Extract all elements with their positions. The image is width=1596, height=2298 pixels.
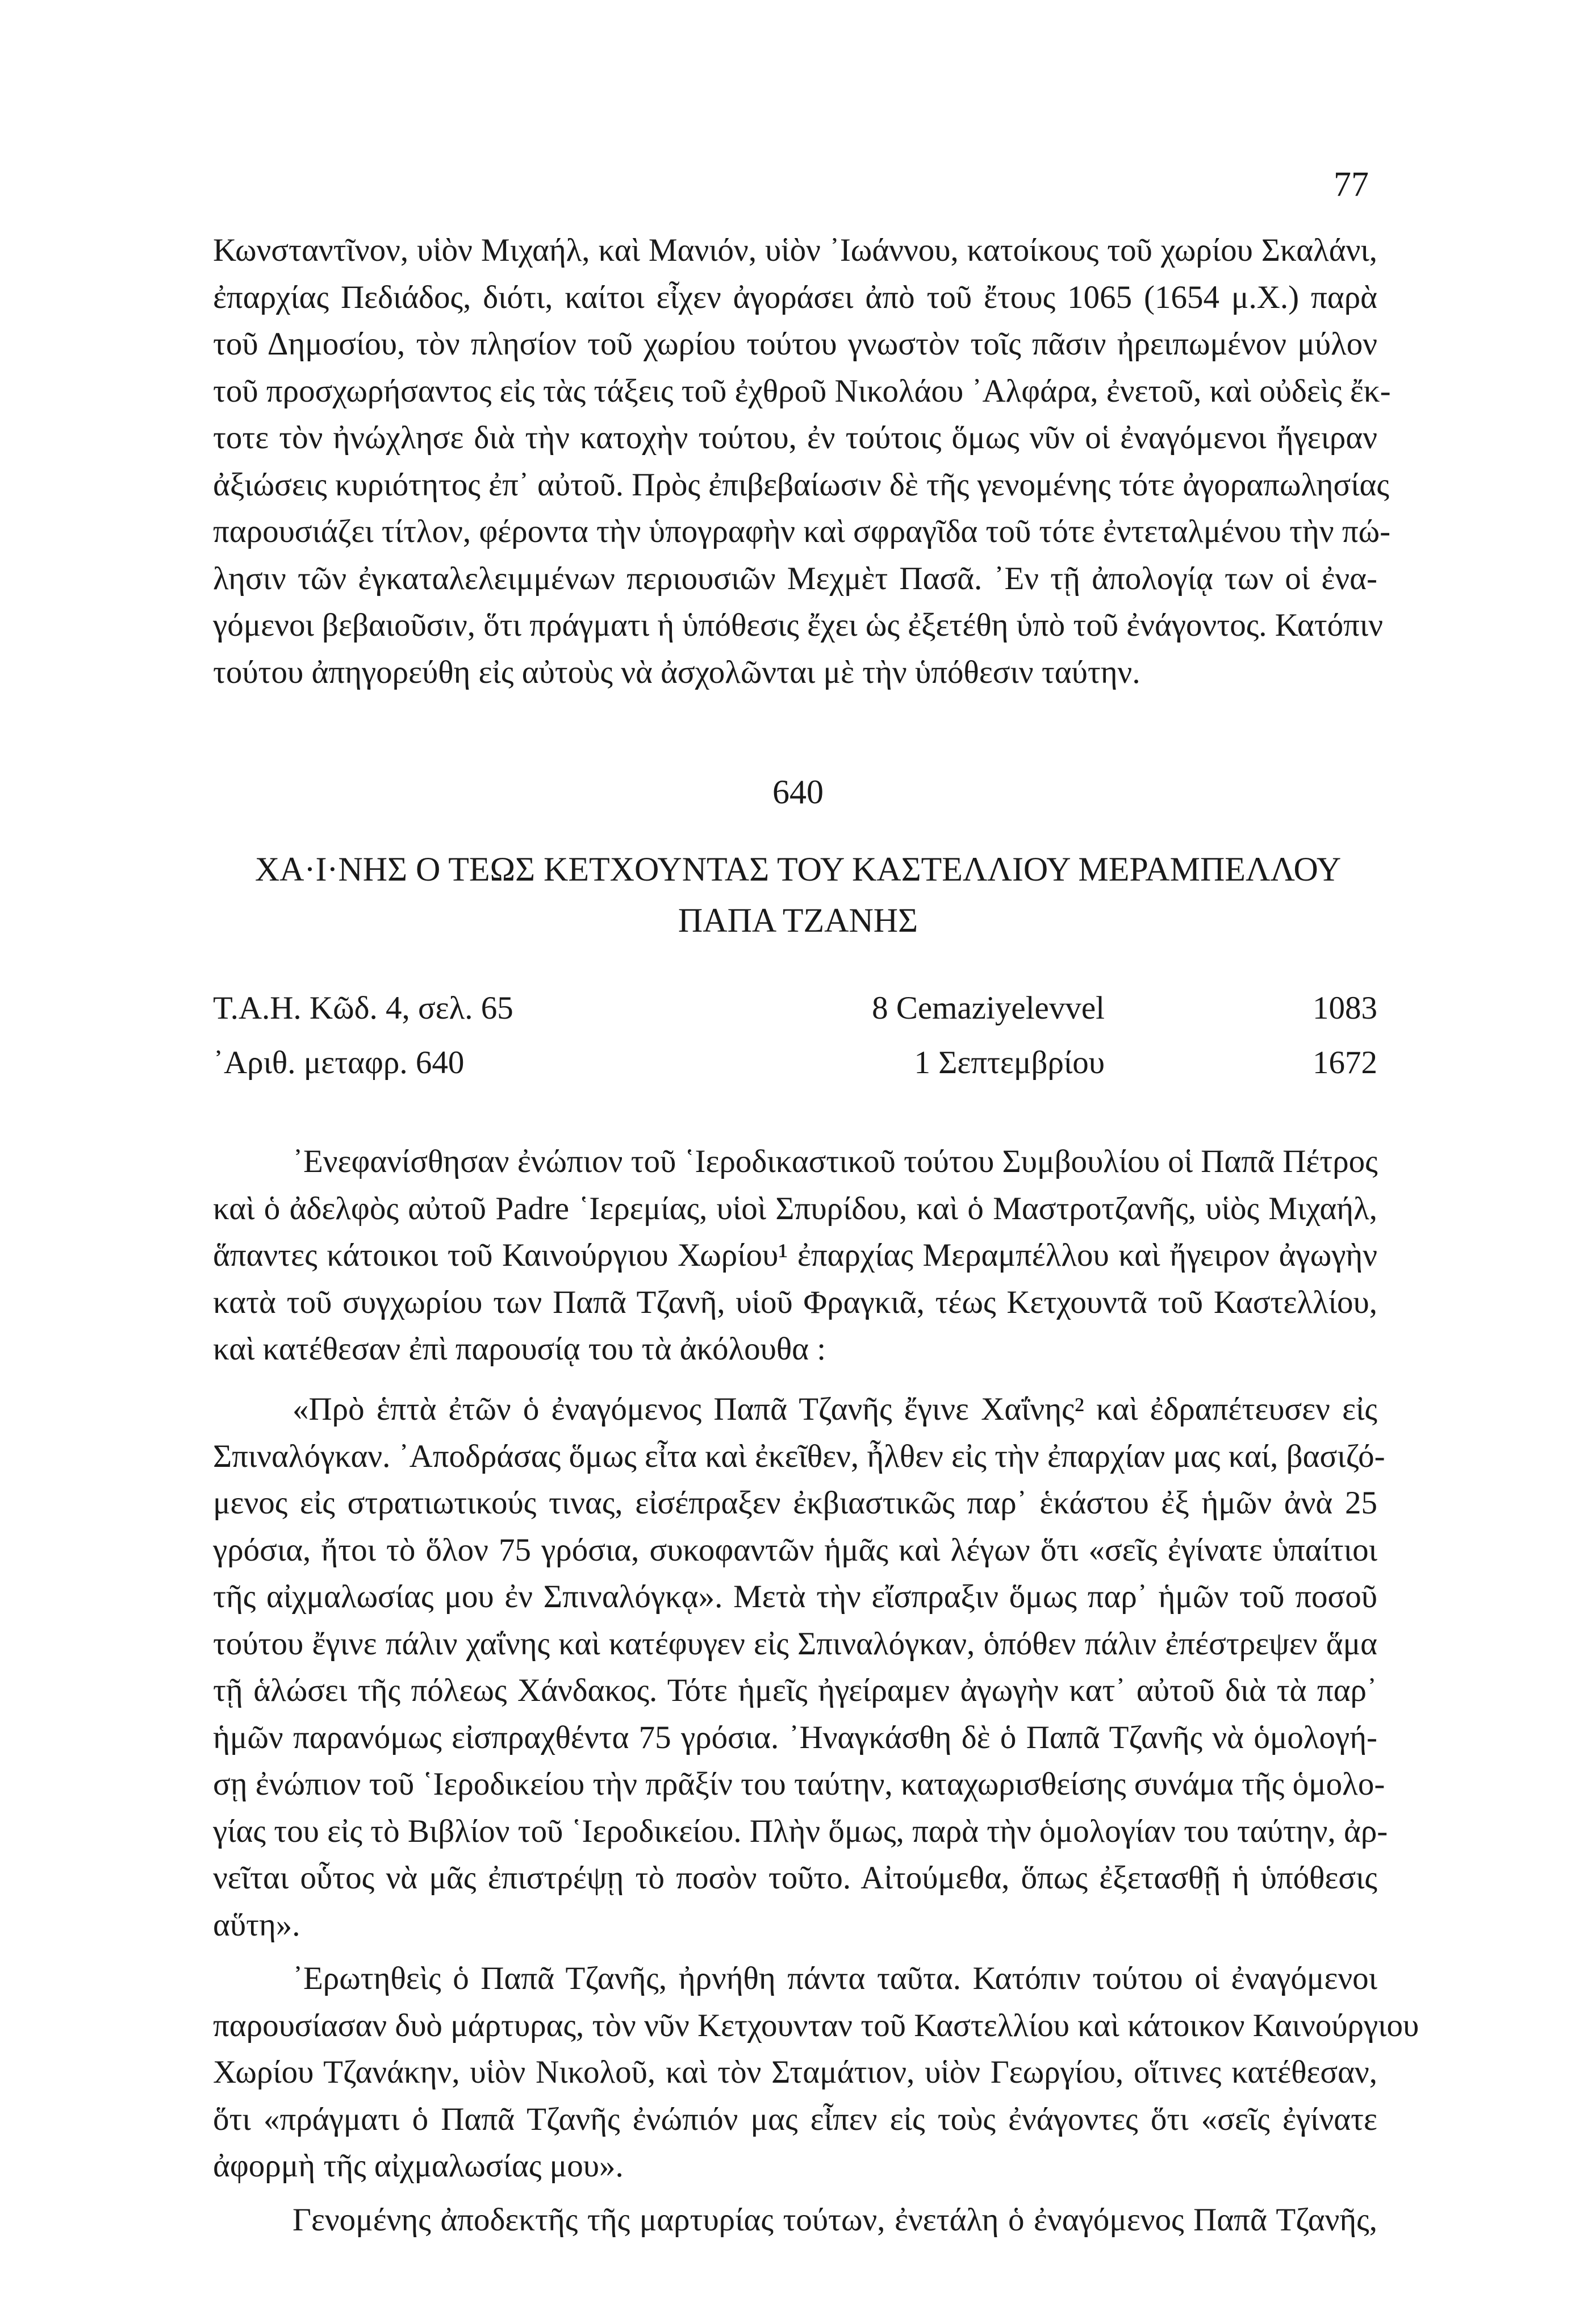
gregorian-date: 1 Σεπτεμβρίου (914, 1045, 1105, 1081)
text-line: λησιν τῶν ἐγκαταλελειμμένων περιουσιῶν Μεχμὲτ Πασᾶ. ᾿Εν τῇ ἀπολογίᾳ των οἱ ἐνα- (213, 560, 1377, 597)
text-line: ἡμῶν παρανόμως εἰσπραχθέντα 75 γρόσια. ᾿Ηναγκάσθη δὲ ὁ Παπᾶ Τζανῆς νὰ ὁμολογή- (213, 1719, 1377, 1755)
body-paragraph-1 (213, 1138, 1377, 1373)
text-line: τούτου ἔγινε πάλιν χαΐνης καὶ κατέφυγεν εἰς Σπιναλόγκαν, ὁπόθεν πάλιν ἐπέστρεψεν ἅμα (213, 1625, 1377, 1662)
text-line: παρουσίασαν δυὸ μάρτυρας, τὸν νῦν Κετχουνταν τοῦ Καστελλίου καὶ κάτοικον Καινούργιου (213, 2007, 1419, 2043)
text-line: τοῦ Δημοσίου, τὸν πλησίον τοῦ χωρίου τούτου γνωστὸν τοῖς πᾶσιν ἠρειπωμένον μύλον (213, 326, 1377, 362)
hijri-year: 1083 (1313, 990, 1377, 1026)
text-line: καὶ ὁ ἀδελφὸς αὐτοῦ Padre ῾Ιερεμίας, υἱοὶ Σπυρίδου, καὶ ὁ Μαστροτζανῆς, υἱὸς Μιχαήλ, (213, 1190, 1377, 1227)
document-number: 640 (772, 773, 824, 811)
text-line: ᾿Ενεφανίσθησαν ἐνώπιον τοῦ ῾Ιεροδικαστικοῦ τούτου Συμβουλίου οἱ Παπᾶ Πέτρος (293, 1144, 1378, 1179)
text-line: σῃ ἐνώπιον τοῦ ῾Ιεροδικείου τὴν πρᾶξίν του ταύτην, καταχωρισθείσης συνάμα τῆς ὁμολο- (213, 1766, 1385, 1802)
body-paragraph-2 (213, 1386, 1388, 1949)
body-paragraph-4 (213, 2197, 1377, 2244)
text-line: αὕτη». (213, 1907, 300, 1943)
text-line: ἀφορμὴ τῆς αἰχμαλωσίας μου». (213, 2148, 624, 2184)
page-number: 77 (1334, 165, 1369, 204)
text-line: νεῖται οὗτος νὰ μᾶς ἐπιστρέψῃ τὸ ποσὸν τοῦτο. Αἰτούμεθα, ὅπως ἐξετασθῇ ἡ ὑπόθεσις (213, 1860, 1377, 1896)
text-line: παρουσιάζει τίτλον, φέροντα τὴν ὑπογραφὴν καὶ σφραγῖδα τοῦ τότε ἐντεταλμένου τὴν πώ- (213, 514, 1391, 549)
intro-paragraph (213, 227, 1391, 696)
translation-number: ᾿Αριθ. μεταφρ. 640 (213, 1045, 465, 1081)
text-line: τοτε τὸν ἠνώχλησε διὰ τὴν κατοχὴν τούτου, ἐν τούτοις ὅμως νῦν οἱ ἐναγόμενοι ἤγειραν (213, 420, 1377, 456)
text-line: τῆς αἰχμαλωσίας μου ἐν Σπιναλόγκᾳ». Μετὰ τὴν εἴσπραξιν ὅμως παρ᾿ ἡμῶν τοῦ ποσοῦ (213, 1579, 1377, 1615)
text-line: τοῦ προσχωρήσαντος εἰς τὰς τάξεις τοῦ ἐχθροῦ Νικολάου ᾿Αλφάρα, ἐνετοῦ, καὶ οὐδεὶς ἔκ- (213, 373, 1391, 409)
text-line: γόμενοι βεβαιοῦσιν, ὅτι πράγματι ἡ ὑπόθεσις ἔχει ὡς ἐξετέθη ὑπὸ τοῦ ἐνάγοντος. Κατόπιν (213, 607, 1384, 643)
hijri-date: 8 Cemaziyelevvel (872, 990, 1105, 1026)
text-line: ᾿Ερωτηθεὶς ὁ Παπᾶ Τζανῆς, ἠρνήθη πάντα ταῦτα. Κατόπιν τούτου οἱ ἐναγόμενοι (293, 1961, 1377, 1996)
text-line: τούτου ἀπηγορεύθη εἰς αὐτοὺς νὰ ἀσχολῶνται μὲ τὴν ὑπόθεσιν ταύτην. (213, 654, 1140, 690)
document-title (0, 844, 1596, 946)
text-line: ἀξιώσεις κυριότητος ἐπ᾿ αὐτοῦ. Πρὸς ἐπιβεβαίωσιν δὲ τῆς γενομένης τότε ἀγοραπωλησίας (213, 466, 1389, 503)
text-line: ἅπαντες κάτοικοι τοῦ Καινούργιου Χωρίου¹ ἐπαρχίας Μεραμπέλλου καὶ ἤγειρον ἀγωγὴν (213, 1237, 1377, 1273)
source-reference: Τ.Α.Η. Κῶδ. 4, σελ. 65 (213, 990, 513, 1026)
document-title-line-2: ΠΑΠΑ ΤΖΑΝΗΣ (678, 902, 918, 939)
text-line: καὶ κατέθεσαν ἐπὶ παρουσίᾳ του τὰ ἀκόλουθα : (213, 1331, 826, 1367)
text-line: γίας του εἰς τὸ Βιβλίον τοῦ ῾Ιεροδικείου. Πλὴν ὅμως, παρὰ τὴν ὁμολογίαν του ταύτην, ἀρ- (213, 1813, 1388, 1849)
text-line: μενος εἰς στρατιωτικούς τινας, εἰσέπραξεν ἐκβιαστικῶς παρ᾿ ἑκάστου ἐξ ἡμῶν ἀνὰ 25 (213, 1485, 1377, 1521)
text-line: γρόσια, ἤτοι τὸ ὅλον 75 γρόσια, συκοφαντῶν ἡμᾶς καὶ λέγων ὅτι «σεῖς ἐγίνατε ὑπαίτιοι (213, 1532, 1377, 1568)
text-line: Κωνσταντῖνον, υἱὸν Μιχαήλ, καὶ Μανιόν, υἱὸν ᾿Ιωάννου, κατοίκους τοῦ χωρίου Σκαλάνι, (213, 232, 1377, 268)
text-line: Χωρίου Τζανάκην, υἱὸν Νικολοῦ, καὶ τὸν Σταμάτιον, υἱὸν Γεωργίου, οἵτινες κατέθεσαν, (213, 2054, 1377, 2090)
text-line: ὅτι «πράγματι ὁ Παπᾶ Τζανῆς ἐνώπιόν μας εἶπεν εἰς τοὺς ἐνάγοντες ὅτι «σεῖς ἐγίνατε (213, 2101, 1377, 2137)
text-line: τῇ ἁλώσει τῆς πόλεως Χάνδακος. Τότε ἡμεῖς ἠγείραμεν ἀγωγὴν κατ᾿ αὐτοῦ διὰ τὰ παρ᾿ (213, 1673, 1377, 1708)
body-paragraph-3 (213, 1955, 1419, 2190)
gregorian-year: 1672 (1313, 1045, 1377, 1081)
text-line: Σπιναλόγκαν. ᾿Αποδράσας ὅμως εἶτα καὶ ἐκεῖθεν, ἦλθεν εἰς τὴν ἐπαρχίαν μας καί, βασιζό- (213, 1438, 1385, 1474)
document-title-line-1: ΧΑ·Ι·ΝΗΣ Ο ΤΕΩΣ ΚΕΤΧΟΥΝΤΑΣ ΤΟΥ ΚΑΣΤΕΛΛΙΟΥ ΜΕΡΑΜΠΕΛΛΟΥ (254, 850, 1342, 888)
text-line: κατὰ τοῦ συγχωρίου των Παπᾶ Τζανῆ, υἱοῦ Φραγκιᾶ, τέως Κετχουντᾶ τοῦ Καστελλίου, (213, 1284, 1377, 1320)
text-line: «Πρὸ ἑπτὰ ἐτῶν ὁ ἐναγόμενος Παπᾶ Τζανῆς ἔγινε Χαΐνης² καὶ ἐδραπέτευσεν εἰς (293, 1391, 1377, 1427)
text-line: ἐπαρχίας Πεδιάδος, διότι, καίτοι εἶχεν ἀγοράσει ἀπὸ τοῦ ἔτους 1065 (1654 μ.Χ.) παρὰ (213, 279, 1377, 315)
text-line: Γενομένης ἀποδεκτῆς τῆς μαρτυρίας τούτων, ἐνετάλη ὁ ἐναγόμενος Παπᾶ Τζανῆς, (293, 2202, 1377, 2238)
